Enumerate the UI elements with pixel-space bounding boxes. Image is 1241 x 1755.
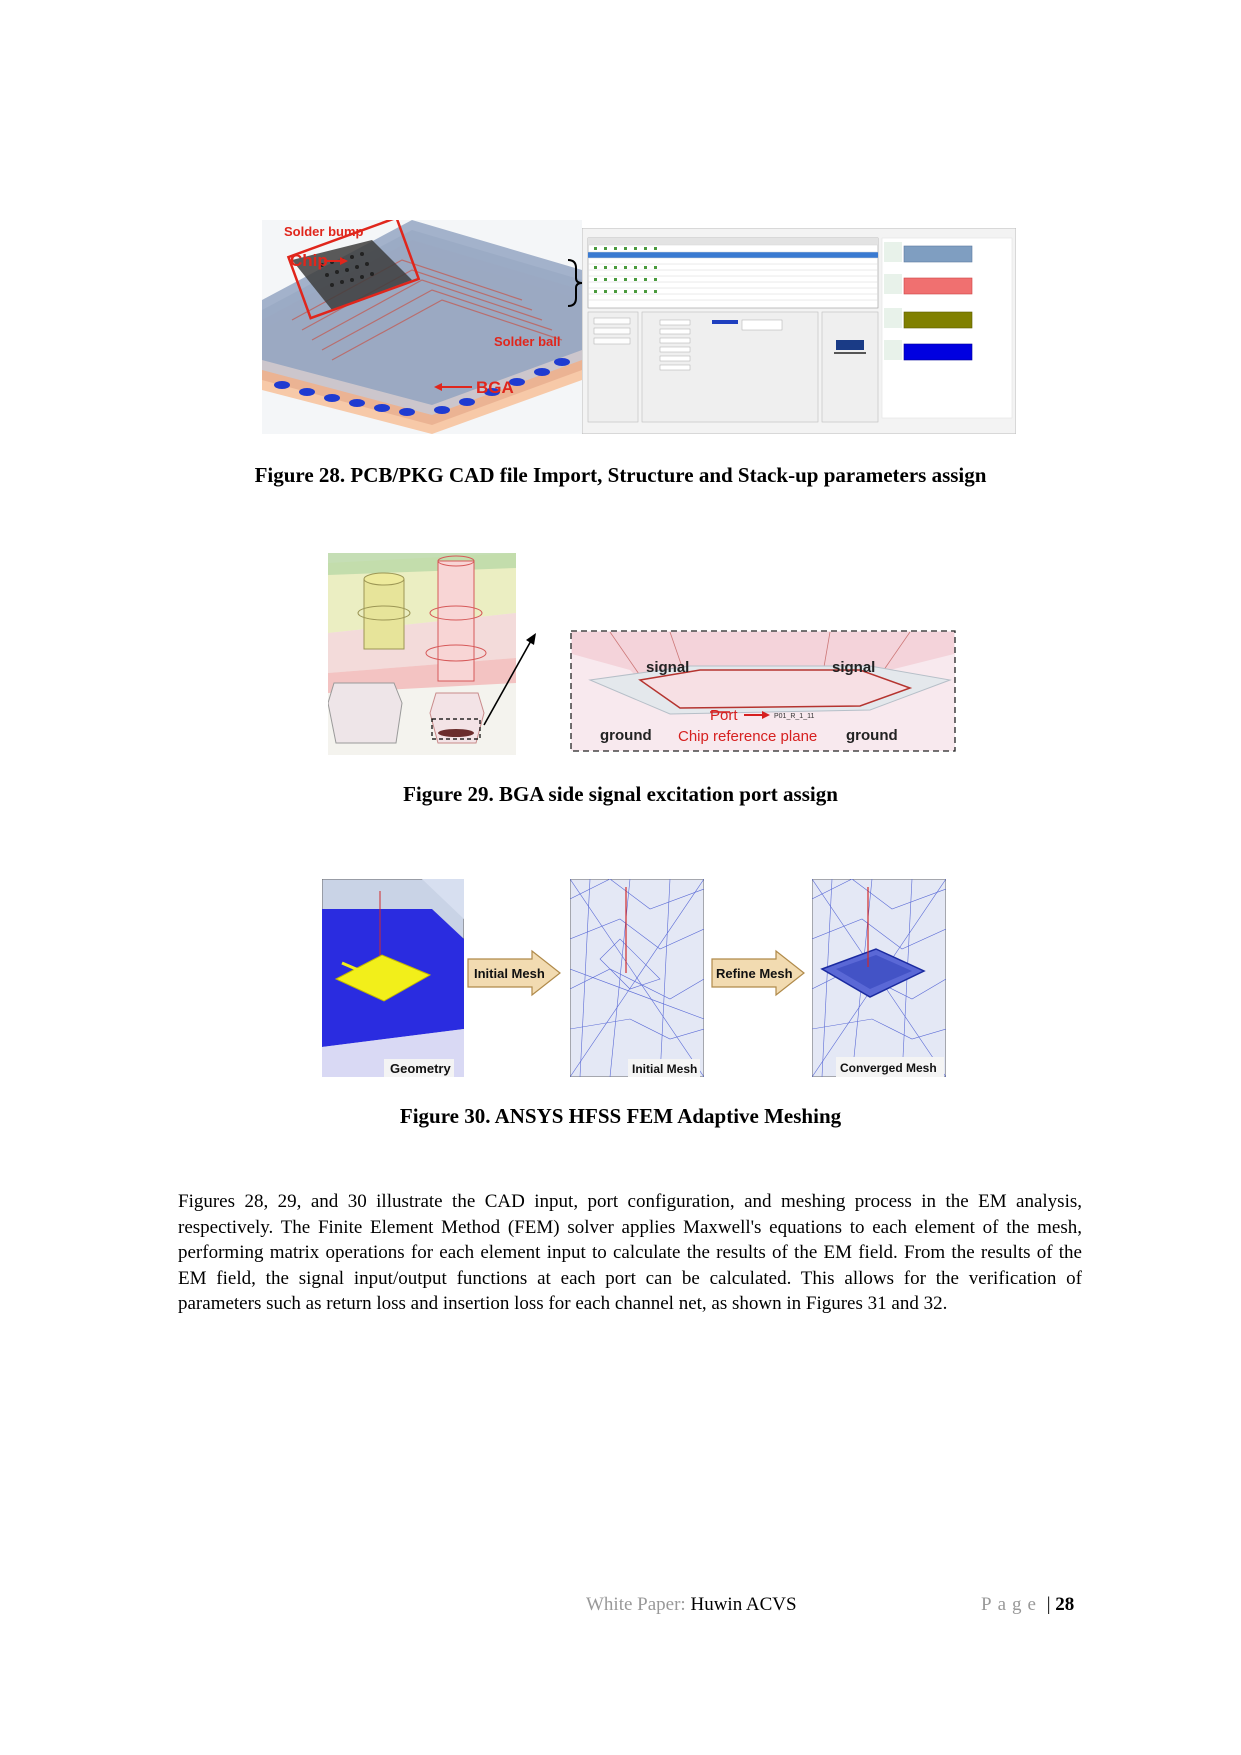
chip-reference-plane-label: Chip reference plane — [678, 728, 818, 745]
footer-page-number: 28 — [1055, 1594, 1075, 1615]
geometry-panel-image — [322, 879, 464, 1077]
initial-mesh-arrow-icon — [466, 949, 562, 997]
signal-left-label: signal — [646, 659, 690, 676]
chip-label: Chip — [290, 251, 328, 270]
footer-label: White Paper: — [586, 1594, 686, 1615]
port-label: Port — [710, 707, 738, 724]
initial-mesh-panel-image — [570, 879, 704, 1077]
figure-30-caption: Figure 30. ANSYS HFSS FEM Adaptive Meshing — [399, 1104, 842, 1128]
footer-title: Huwin ACVS — [690, 1594, 797, 1615]
ground-right-label: ground — [846, 727, 898, 744]
solder-ball-label: Solder ball — [494, 334, 561, 349]
figure-28-caption: Figure 28. PCB/PKG CAD file Import, Structure and Stack-up parameters assign — [254, 463, 987, 487]
footer-page-word: Page — [981, 1594, 1042, 1615]
converged-mesh-panel-image — [812, 879, 946, 1077]
signal-right-label: signal — [832, 659, 876, 676]
pcb-3d-model-image — [262, 220, 582, 434]
figure-29 — [328, 553, 956, 757]
figure-29-caption: Figure 29. BGA side signal excitation port assign — [403, 782, 838, 806]
bga-label: BGA — [476, 378, 514, 397]
converged-mesh-label: Converged Mesh — [840, 1061, 937, 1075]
refine-mesh-arrow-icon — [710, 949, 806, 997]
pointer-arrow-icon — [480, 631, 540, 731]
port-name-text: P01_R_1_11 — [774, 713, 815, 720]
stackup-dialog-image — [582, 228, 1016, 434]
footer-document-title — [586, 1594, 797, 1616]
ground-left-label: ground — [600, 727, 652, 744]
figure-30 — [322, 877, 946, 1079]
footer-page-indicator — [981, 1594, 1074, 1616]
geometry-label: Geometry — [390, 1061, 451, 1076]
port-detail-image — [570, 630, 956, 752]
figure-28 — [262, 220, 1018, 434]
refine-mesh-arrow-label: Refine Mesh — [716, 966, 793, 981]
solder-bump-label: Solder bump — [284, 224, 364, 239]
footer-separator: | — [1046, 1594, 1051, 1615]
initial-mesh-arrow-label: Initial Mesh — [474, 966, 545, 981]
initial-mesh-label: Initial Mesh — [632, 1062, 698, 1076]
body-paragraph: Figures 28, 29, and 30 illustrate the CAD input, port configuration, and meshing process in the EM analysis, respectively. The Finite Element Method (FEM) solver applies Maxwell's equations to each element of the mesh, performing matrix operations for each element input to calculate the results of the EM field. From the results of the EM field, the signal input/output functions at each port can be calculated. This allows for the verification of parameters such as return loss and insertion loss for each channel net, as shown in Figures 31 and 32. — [178, 1191, 1082, 1314]
